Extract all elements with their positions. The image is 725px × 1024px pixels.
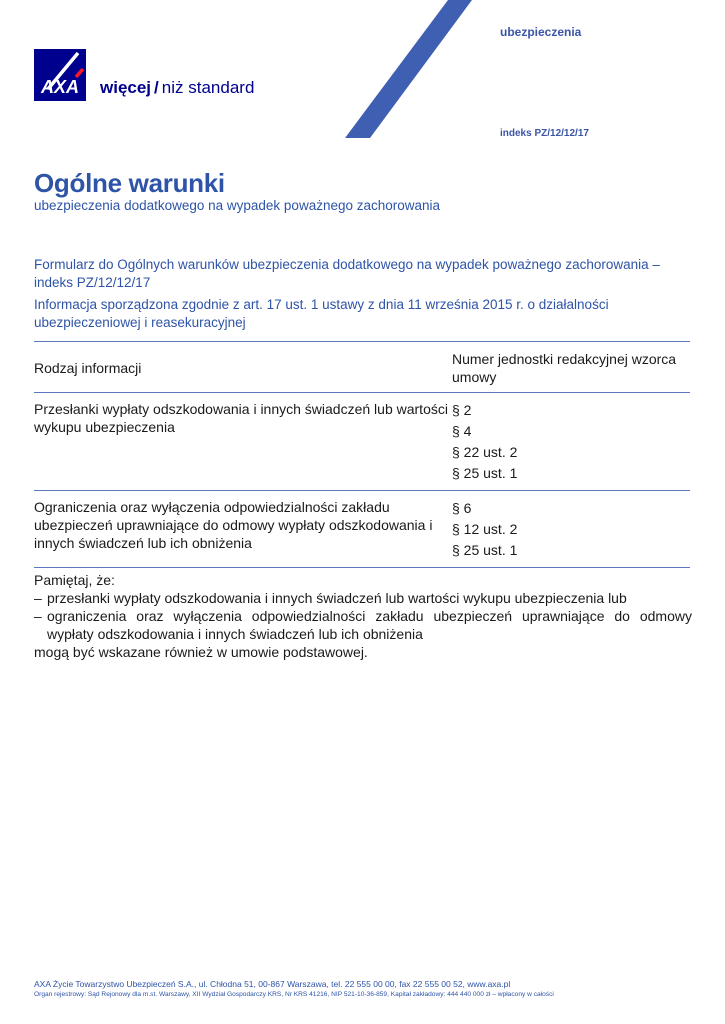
brand-tagline [100,78,254,98]
ref-item: § 2 [452,402,472,418]
tagline-regular: niż standard [161,78,255,97]
table-row [34,393,690,491]
column-header-info-type: Rodzaj informacji [34,360,142,376]
tagline-bold: więcej [100,78,152,97]
table-row [34,491,690,568]
intro-paragraph-2: Informacja sporządzona zgodnie z art. 17 ust. 1 ustawy z dnia 11 września 2015 r. o działalności ubezpieczeniowej i reasekuracyjnej [34,297,609,330]
reminder-heading: Pamiętaj, że: [34,572,115,588]
ref-item: § 25 ust. 1 [452,465,518,481]
tagline-slash-icon: / [154,78,159,97]
page-subtitle: ubezpieczenia dodatkowego na wypadek poważnego zachorowania [34,198,441,213]
ref-item: § 22 ust. 2 [452,444,518,460]
reminder-bullet [34,607,692,643]
footer-company-info: AXA Życie Towarzystwo Ubezpieczeń S.A., ul. Chłodna 51, 00-867 Warszawa, tel. 22 555 00 00, fax 22 555 00 52, www.axa.pl [34,979,511,989]
reminder-bullet-text: przesłanki wypłaty odszkodowania i innych świadczeń lub wartości wykupu ubezpieczenia lub [47,590,627,606]
footer-registry-info: Organ rejestrowy: Sąd Rejonowy dla m.st. Warszawy, XII Wydział Gospodarczy KRS, Nr KRS 41216, NIP 521-10-36-859, Kapitał zakładowy: 444 440 000 zł – wpłacony w całości [34,991,554,998]
category-label: ubezpieczenia [500,25,582,39]
intro-block [34,256,694,336]
reminder-block [34,571,692,661]
table-header-row [34,342,690,393]
bullet-dash: – [34,590,42,606]
ref-item: § 12 ust. 2 [452,521,518,537]
page-title: Ogólne warunki [34,168,225,198]
reminder-bullet-text: ograniczenia oraz wyłączenia odpowiedzialności zakładu ubezpieczeń uprawniające do odmowy wypłaty odszkodowania i innych świadczeń lub ich obniżenia [47,608,692,642]
svg-text:AXA: AXA [40,77,80,97]
intro-paragraph-1: Formularz do Ogólnych warunków ubezpieczenia dodatkowego na wypadek poważnego zachorowania – indeks PZ/12/12/17 [34,257,660,290]
reminder-bullet [34,589,692,607]
table-cell-info: Ograniczenia oraz wyłączenia odpowiedzialności zakładu ubezpieczeń uprawniające do odmowy wypłaty odszkodowania i innych świadczeń lub ich obniżenia [34,499,433,551]
ref-item: § 4 [452,423,472,439]
ref-item: § 6 [452,500,472,516]
document-index: indeks PZ/12/12/17 [500,128,589,139]
ref-item: § 25 ust. 1 [452,542,518,558]
table-cell-refs [452,498,690,561]
bullet-dash: – [34,608,42,624]
axa-logo [34,49,86,101]
reminder-closing: mogą być wskazane również w umowie podstawowej. [34,644,368,660]
axa-logo-mark [34,49,86,101]
table-cell-info: Przesłanki wypłaty odszkodowania i innych świadczeń lub wartości wykupu ubezpieczenia [34,401,448,435]
table-cell-refs [452,400,690,484]
diagonal-stripe [340,0,480,140]
column-header-unit-number: Numer jednostki redakcyjnej wzorca umowy [452,351,677,385]
info-table [34,341,690,568]
